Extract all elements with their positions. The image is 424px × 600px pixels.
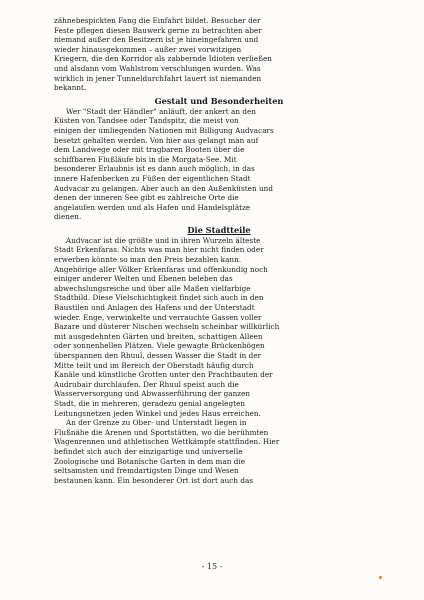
gestalt-paragraph: Wer "Stadt der Händler" anläuft, der ankert an den Küsten von Tandsee oder Tandspitz, die meist von einigen der umliegenden Nationen mit Billigung Audvacars besetzt gehalten werden. Von hier aus gelangt man auf dem Landwege oder mit tragbaren Booten über die schiffbaren Flußläufe bis in die Morgata-See. Mit besonderer Erlaubnis ist es dann auch möglich, in das innere Hafenbecken zu Füßen der eigentlichen Stadt Audvacar zu gelangen. Aber auch an den Außenküsten und denen der inneren See gibt es zahlreiche Orte die angelaufen werden und als Hafen und Handelsplätze dienen.: [54, 106, 274, 222]
section-heading-gestalt: Gestalt und Besonderheiten: [154, 95, 284, 106]
section-heading-stadtteile-text: Die Stadtteile: [187, 224, 251, 235]
stadtteile-paragraph-2: An der Grenze zu Ober- und Unterstadt liegen in Flußnähe die Arenen und Sportstätten, wo die berühmten Wagenrennen und athletischen Wettkämpfe stattfinden. Hier befindet sich auch der einzigartige und universelle Zoologische und Botanische Garten in dem man die seltsamsten und fremdartigsten Dinge und Wesen bestaunen kann. Ein besonderer Ort ist dort auch das: [54, 418, 280, 485]
page-number: - 15 -: [201, 562, 223, 571]
section-heading-stadtteile: [54, 225, 384, 236]
intro-paragraph: zähnebespickten Fang die Einfahrt bildet. Besucher der Feste pflegen diesen Bauwerk gerne zu betrachten aber niemand außer den Besitzern ist je hineingefahren und wieder hinausgekommen – außer zwei vorwitzigen Kriegern, die den Korridor als zabbernde Idioten verließen und alsdann vom Wahlstrom verschlungen wurden. Was wirklich in jener Tunneldurchfahrt lauert ist niemanden bekannt.: [54, 16, 272, 93]
stadtteile-paragraph-1: Audvacar ist die größte und in ihren Wurzeln älteste Stadt Erkenfaras. Nichts was man hier nicht finden oder erwerben könnte so man den Preis bezahlen kann. Angehörige aller Völker Erkenfaras und offenkundig noch einiger anderer Welten und Ebenen beleben das abwechslungsreiche und über alle Maßen vielfarbige Stadtbild. Diese Vielschichtigkeit findet sich auch in den Baustilen und Anlagen des Hafens und der Unterstadt wieder. Enge, verwinkelte und verrauchte Gassen voller Bazare und düsterer Nischen wechseln scheinbar willkürlich mit ausgedehnten Gärten und breiten, schattigen Alleen oder sonnenhellen Plätzen. Viele gewagte Brückenbögen überspannen den Rhuul, dessen Wasser die Stadt in der Mitte teilt und im Bereich der Oberstadt häufig durch Kanäle und künstliche Grotten unter den Prachtbauten der Audrubair durchlaufen. Der Rhuul speist auch die Wasserversorgung und Abwasserführung der ganzen Stadt, die in mehreren, geradezu genial angelegten Leitungsnetzen jeden Winkel und jedes Haus erreichen.: [54, 235, 280, 418]
page-content: [54, 16, 384, 485]
ink-speck: [379, 576, 382, 579]
